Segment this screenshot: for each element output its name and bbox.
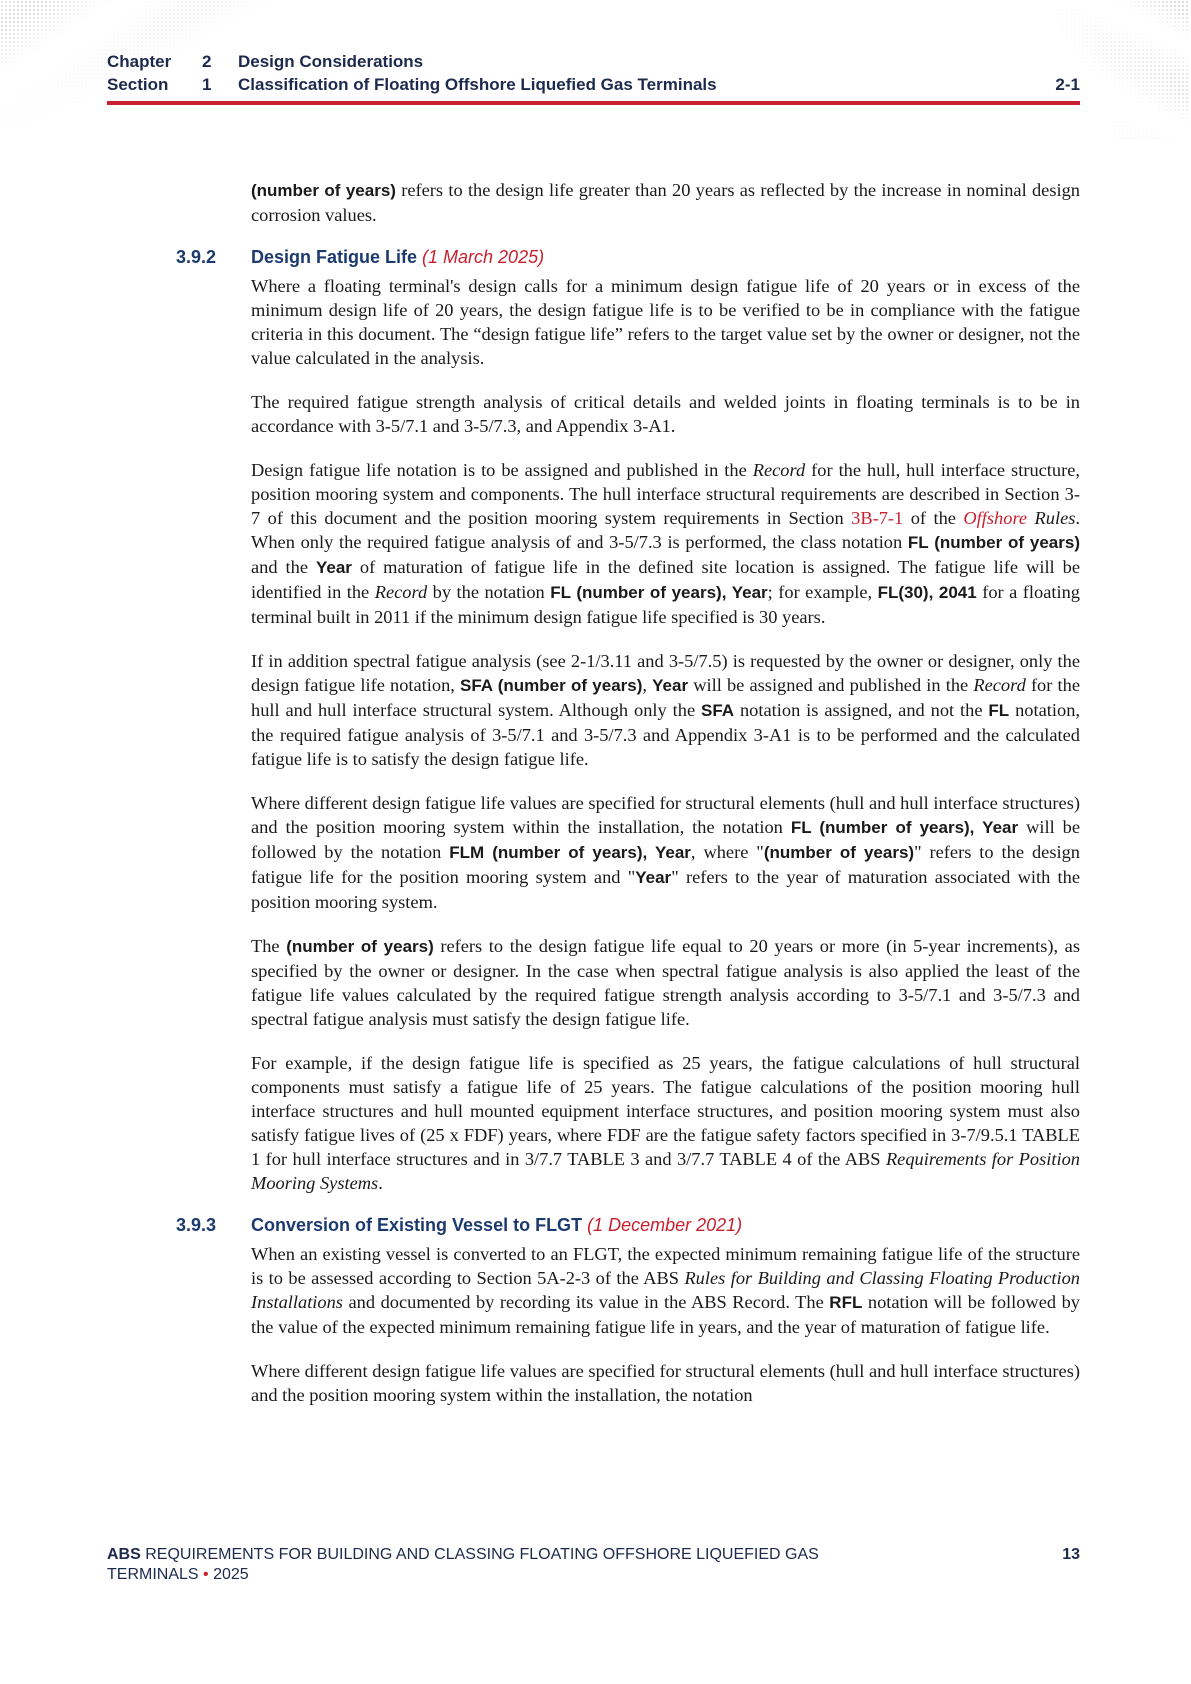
main-content bbox=[176, 178, 1080, 1427]
text-run: notation will be followed by the value of the expected minimum remaining fatigue life in years, and the year of maturation of fatigue life. bbox=[251, 1292, 1080, 1337]
text-run: . bbox=[378, 1173, 383, 1193]
text-run: When an existing vessel is converted to an FLGT, the expected minimum remaining fatigue life of the structure is to be assessed according to Section 5A-2-3 of the ABS bbox=[251, 1244, 1080, 1288]
chapter-number: 2 bbox=[202, 52, 212, 71]
text-run: refers to the design fatigue life equal to 20 years or more (in 5-year increments), as specified by the owner or designer. In the case when spectral fatigue analysis is also applied the least of the fatigue life values calculated by the required fatigue strength analysis according to 3-5/7.1 and 3-5/7.3 and spectral fatigue analysis must satisfy the design fatigue life. bbox=[251, 936, 1080, 1029]
text-run: by the notation bbox=[427, 582, 551, 602]
text-run: for a floating terminal built in 2011 if the minimum design fatigue life specified is 30 years. bbox=[251, 582, 1080, 627]
paragraph-392-3 bbox=[251, 458, 1080, 629]
text-run: notation is assigned, and not the bbox=[734, 700, 989, 720]
header-rule bbox=[107, 101, 1080, 105]
section-number: 1 bbox=[202, 75, 212, 94]
footer-text: REQUIREMENTS FOR BUILDING AND CLASSING FLOATING OFFSHORE LIQUEFIED GAS TERMINALS bbox=[107, 1546, 819, 1583]
paragraph-392-7 bbox=[251, 1051, 1080, 1195]
text-run: will be assigned and published in the bbox=[688, 675, 974, 695]
chapter-row bbox=[107, 52, 1080, 75]
bold-term: FL(30), 2041 bbox=[877, 583, 977, 602]
bold-term: FL (number of years), Year bbox=[550, 583, 768, 602]
bold-term: FLM (number of years), Year bbox=[449, 843, 691, 862]
text-run: and documented by recording its value in the ABS Record. The bbox=[342, 1292, 830, 1312]
paragraph-392-4 bbox=[251, 649, 1080, 771]
intro-paragraph bbox=[251, 178, 1080, 227]
text-run: for the hull, hull interface structure, position mooring system and components. The hull interface structural requirements are described in Section 3-7 of this document and the position mooring system requirements in Section bbox=[251, 460, 1080, 528]
text-run: of the bbox=[903, 508, 964, 528]
section-label: Section bbox=[107, 75, 169, 94]
link-offshore-rules[interactable]: Offshore bbox=[963, 508, 1028, 528]
bold-term: (number of years) bbox=[251, 181, 396, 200]
italic-term: Record bbox=[374, 582, 428, 602]
paragraph-392-5 bbox=[251, 791, 1080, 914]
heading-title: Design Fatigue Life bbox=[251, 247, 418, 267]
page-header bbox=[107, 52, 1080, 105]
heading-title: Conversion of Existing Vessel to FLGT bbox=[251, 1215, 583, 1235]
paragraph-392-1: Where a floating terminal's design calls for a minimum design fatigue life of 20 years or in excess of the minimum design life of 20 years, the design fatigue life is to be verified to be in compliance with the fatigue criteria in this document. The “design fatigue life” refers to the target value set by the owner or designer, not the value calculated in the analysis. bbox=[251, 276, 1080, 368]
page-number: 13 bbox=[1062, 1546, 1080, 1563]
heading-number: 3.9.3 bbox=[176, 1215, 217, 1235]
bold-term: Year bbox=[652, 676, 689, 695]
bold-term: Year bbox=[315, 558, 352, 577]
italic-term: Rules bbox=[1027, 508, 1076, 528]
text-run: and the bbox=[251, 557, 316, 577]
text-run: Where different design fatigue life values are specified for structural elements (hull and hull interface structures) and the position mooring system within the installation, the notation bbox=[251, 793, 1080, 837]
text-run: of maturation of fatigue life in the defined site location is assigned. The fatigue life will be identified in the bbox=[251, 557, 1080, 602]
text-run: , where " bbox=[690, 842, 764, 862]
italic-term: Rules for Building and Classing Floating Production Installations bbox=[251, 1268, 1080, 1312]
page-footer bbox=[107, 1545, 1080, 1585]
section-row bbox=[107, 75, 1080, 98]
bold-term: FL bbox=[988, 701, 1010, 720]
section-title: Classification of Floating Offshore Liquefied Gas Terminals bbox=[238, 75, 717, 94]
heading-3-9-2 bbox=[176, 247, 1080, 268]
text-run: will be followed by the notation bbox=[251, 817, 1081, 862]
paragraph-392-6 bbox=[251, 934, 1080, 1031]
text-run: refers to the design life greater than 20 years as reflected by the increase in nominal design corrosion values. bbox=[251, 180, 1080, 225]
heading-date-note: (1 December 2021) bbox=[587, 1215, 743, 1235]
page-reference: 2-1 bbox=[1055, 75, 1080, 94]
bold-term: SFA (number of years) bbox=[460, 676, 643, 695]
text-run: ; for example, bbox=[767, 582, 878, 602]
link-3b-7-1[interactable]: 3B-7-1 bbox=[851, 508, 904, 528]
paragraph-393-2: Where different design fatigue life values are specified for structural elements (hull and hull interface structures) and the position mooring system within the installation, the notation bbox=[251, 1361, 1080, 1405]
bold-term: SFA bbox=[701, 701, 735, 720]
heading-number: 3.9.2 bbox=[176, 247, 217, 267]
text-run: notation, the required fatigue analysis of 3-5/7.1 and 3-5/7.3 and Appendix 3-A1 is to be performed and the calculated fatigue life is to satisfy the design fatigue life. bbox=[251, 700, 1080, 769]
text-run: The bbox=[251, 936, 287, 956]
abs-mark: ABS bbox=[107, 1546, 141, 1563]
text-run: for the hull and hull interface structural system. Although only the bbox=[251, 675, 1080, 720]
paragraph-392-2: The required fatigue strength analysis of critical details and welded joints in floating terminals is to be in accordance with 3-5/7.1 and 3-5/7.3, and Appendix 3-A1. bbox=[251, 392, 1080, 436]
bold-term: (number of years) bbox=[286, 937, 434, 956]
text-run: . When only the required fatigue analysis of and 3-5/7.3 is performed, the class notation bbox=[251, 508, 1080, 552]
text-run: If in addition spectral fatigue analysis (see 2-1/3.11 and 3-5/7.5) is requested by the owner or designer, only the design fatigue life notation, bbox=[251, 651, 1080, 695]
text-run: For example, if the design fatigue life is specified as 25 years, the fatigue calculations of hull structural components must satisfy a fatigue life of 25 years. The fatigue calculations of the position mooring hull interface structures and hull mounted equipment interface structures, and position mooring system must also satisfy fatigue lives of (25 x FDF) years, where FDF are the fatigue safety factors specified in 3-7/9.5.1 TABLE 1 for hull interface structures and in 3/7.7 TABLE 3 and 3/7.7 TABLE 4 of the ABS bbox=[251, 1053, 1080, 1169]
chapter-label: Chapter bbox=[107, 52, 172, 71]
footer-year: 2025 bbox=[213, 1566, 249, 1583]
bold-term: Year bbox=[635, 868, 672, 887]
footer-title bbox=[107, 1545, 907, 1585]
text-run: Design fatigue life notation is to be assigned and published in the bbox=[251, 460, 753, 480]
heading-3-9-3 bbox=[176, 1215, 1080, 1236]
paragraph-393-1 bbox=[251, 1242, 1080, 1339]
chapter-title: Design Considerations bbox=[238, 52, 424, 71]
bold-term: FL (number of years) bbox=[907, 533, 1080, 552]
bold-term: (number of years) bbox=[763, 843, 915, 862]
text-run: , bbox=[642, 675, 653, 695]
italic-term: Record bbox=[752, 460, 806, 480]
heading-date-note: (1 March 2025) bbox=[422, 247, 545, 267]
bold-term: FL (number of years), Year bbox=[790, 818, 1019, 837]
bold-term: RFL bbox=[829, 1293, 863, 1312]
italic-term: Record bbox=[973, 675, 1026, 695]
text-run: " refers to the design fatigue life for the position mooring system and " bbox=[251, 842, 1080, 887]
text-run: " refers to the year of maturation associated with the position mooring system. bbox=[251, 867, 1080, 912]
footer-separator: • bbox=[198, 1566, 214, 1583]
italic-term: Requirements for Position Mooring Systems bbox=[251, 1149, 1080, 1193]
